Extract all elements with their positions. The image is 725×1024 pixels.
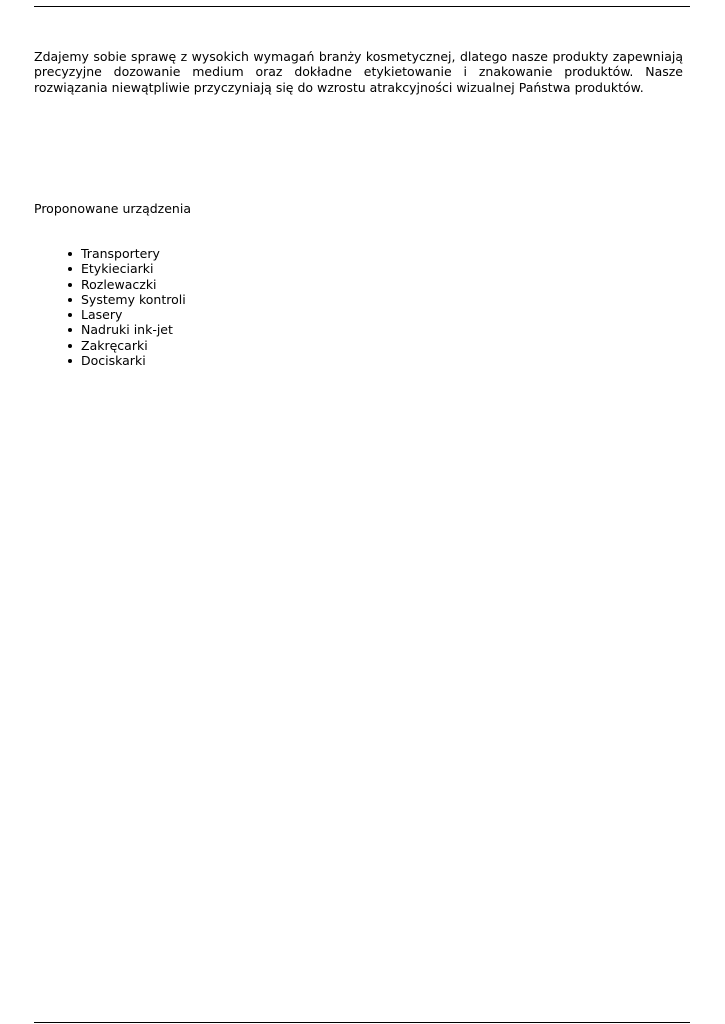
list-item <box>81 246 186 261</box>
intro-paragraph: Zdajemy sobie sprawę z wysokich wymagań branży kosmetycznej, dlatego nasze produkty zapewniają precyzyjne dozowanie medium oraz dokładne etykietowanie i znakowanie produktów. Nasze rozwiązania niewątpliwie przyczyniają się do wzrostu atrakcyjności wizualnej Państwa produktów. <box>34 49 683 95</box>
list-item-label: Dociskarki <box>81 353 146 369</box>
list-item <box>81 338 186 353</box>
list-item-label: Lasery <box>81 307 123 323</box>
list-item-label: Nadruki ink-jet <box>81 322 173 338</box>
bullet-icon <box>68 313 72 317</box>
bullet-icon <box>68 344 72 348</box>
list-item <box>81 277 186 292</box>
list-item <box>81 322 186 337</box>
list-item-label: Systemy kontroli <box>81 291 186 307</box>
list-item-label: Transportery <box>81 246 160 261</box>
list-item <box>81 292 186 307</box>
bullet-icon <box>68 252 72 256</box>
list-item-label: Zakręcarki <box>81 337 148 353</box>
list-item-label: Rozlewaczki <box>81 276 157 292</box>
list-item <box>81 307 186 322</box>
bullet-icon <box>68 283 72 287</box>
top-divider <box>34 6 690 7</box>
bullet-icon <box>68 359 72 363</box>
bullet-icon <box>68 298 72 302</box>
device-list <box>81 246 186 368</box>
section-heading: Proponowane urządzenia <box>34 201 191 216</box>
bottom-divider <box>34 1022 690 1023</box>
list-item <box>81 353 186 368</box>
list-item-label: Etykieciarki <box>81 261 154 277</box>
bullet-icon <box>68 328 72 332</box>
bullet-icon <box>68 267 72 271</box>
list-item <box>81 261 186 276</box>
